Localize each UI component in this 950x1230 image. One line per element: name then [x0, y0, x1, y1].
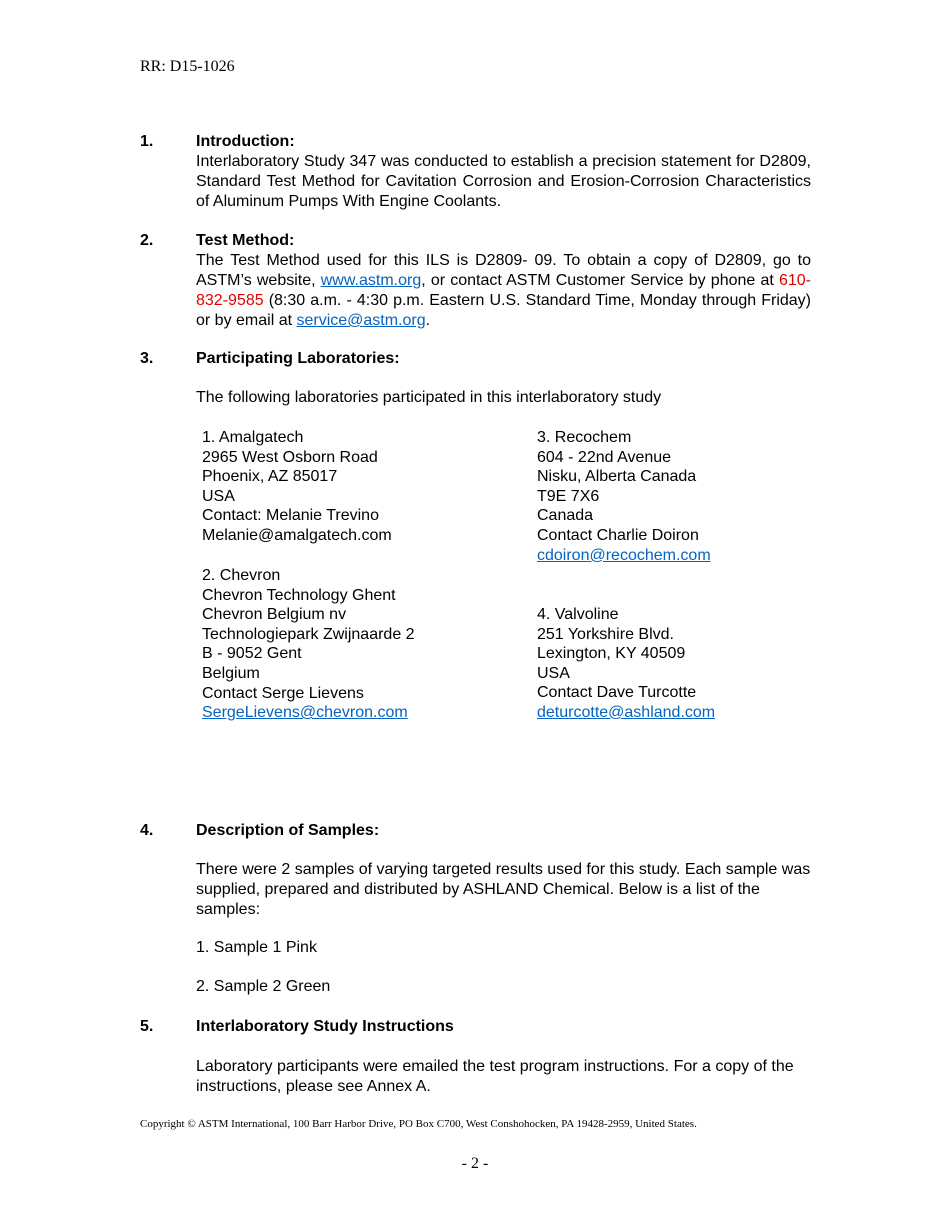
- lab-country: USA: [537, 664, 570, 682]
- section-number: 2.: [140, 232, 154, 249]
- lab-contact: Contact: Melanie Trevino: [202, 507, 379, 525]
- lab-name: 4. Valvoline: [537, 606, 619, 623]
- text-part: (8:30 a.m. - 4:30 p.m. Eastern U.S. Standard Time, Monday through Friday) or by email at: [196, 292, 811, 329]
- section-number: 4.: [140, 822, 154, 839]
- lab-name: 1. Amalgatech: [202, 429, 304, 446]
- lab-chevron: [202, 566, 415, 723]
- lab-address-line: 2965 West Osborn Road: [202, 448, 378, 466]
- page-number: - 2 -: [461, 1155, 489, 1172]
- lab-country: Canada: [537, 507, 594, 525]
- section-number: 1.: [140, 133, 154, 150]
- text-part: , or contact ASTM Customer Service by phone at: [421, 272, 779, 289]
- lab-email-link[interactable]: deturcotte@ashland.com: [537, 703, 716, 721]
- lab-valvoline: [537, 605, 715, 723]
- instructions-text: Laboratory participants were emailed the test program instructions. For a copy of the instructions, please see Annex A.: [196, 1058, 794, 1095]
- lab-country: USA: [202, 487, 235, 505]
- sample-item: 1. Sample 1 Pink: [196, 939, 317, 956]
- lab-contact: Contact Dave Turcotte: [537, 684, 697, 702]
- section-number: 5.: [140, 1018, 154, 1035]
- lab-email-link[interactable]: cdoiron@recochem.com: [537, 546, 711, 564]
- samples-text: There were 2 samples of varying targeted results used for this study. Each sample was supplied, prepared and distributed by ASHLAND Chemical. Below is a list of the samples:: [196, 861, 811, 918]
- lab-address-line: Phoenix, AZ 85017: [202, 468, 338, 486]
- section-title: Participating Laboratories:: [196, 350, 400, 367]
- lab-country: Belgium: [202, 664, 260, 682]
- labs-intro-text: The following laboratories participated in this interlaboratory study: [196, 389, 662, 406]
- section-study-instructions: [140, 1017, 811, 1037]
- lab-address-line: 604 - 22nd Avenue: [537, 448, 672, 466]
- section-text: [196, 251, 811, 331]
- section-title: Interlaboratory Study Instructions: [196, 1018, 454, 1035]
- lab-address-line: 251 Yorkshire Blvd.: [537, 625, 674, 643]
- section-number: 3.: [140, 350, 154, 367]
- section-description-of-samples: [140, 821, 811, 841]
- section-participating-laboratories: [140, 349, 811, 369]
- lab-address-line: Lexington, KY 40509: [537, 645, 686, 663]
- lab-email-link[interactable]: SergeLievens@chevron.com: [202, 704, 408, 722]
- lab-contact: Contact Serge Lievens: [202, 684, 364, 702]
- copyright-footer: Copyright © ASTM International, 100 Barr Harbor Drive, PO Box C700, West Conshohocken, PA 19428-2959, United States.: [140, 1118, 697, 1130]
- text-part: The Test Method used for this ILS is D2809- 09. To obtain a copy of D2809, go to ASTM’s website,: [196, 252, 811, 289]
- sample-item: 2. Sample 2 Green: [196, 978, 331, 995]
- lab-address-line: B - 9052 Gent: [202, 645, 302, 663]
- lab-contact: Contact Charlie Doiron: [537, 526, 699, 544]
- lab-address-line: T9E 7X6: [537, 487, 600, 505]
- lab-name: 3. Recochem: [537, 429, 632, 446]
- lab-name: 2. Chevron: [202, 567, 281, 584]
- lab-address-line: Technologiepark Zwijnaarde 2: [202, 625, 415, 643]
- text-part: .: [425, 312, 431, 329]
- document-reference: RR: D15-1026: [140, 58, 235, 75]
- phone-number: 610-832-9585: [196, 272, 812, 309]
- lab-address-line: Chevron Belgium nv: [202, 606, 347, 624]
- lab-recochem: [537, 428, 711, 565]
- lab-address-line: Chevron Technology Ghent: [202, 586, 396, 604]
- section-introduction: [140, 132, 811, 212]
- lab-address-line: Nisku, Alberta Canada: [537, 468, 697, 486]
- section-title: Description of Samples:: [196, 822, 380, 839]
- lab-email: Melanie@amalgatech.com: [202, 526, 392, 544]
- section-text: Interlaboratory Study 347 was conducted to establish a precision statement for D2809, Standard Test Method for Cavitation Corrosion and Erosion-Corrosion Characteristics of Aluminum Pumps With Engine Coolants.: [196, 153, 811, 210]
- astm-website-link[interactable]: www.astm.org: [320, 272, 422, 289]
- section-title: Test Method:: [196, 232, 295, 249]
- lab-amalgatech: [202, 428, 392, 546]
- section-title: Introduction:: [196, 133, 295, 150]
- section-test-method: [140, 231, 811, 331]
- service-email-link[interactable]: service@astm.org: [296, 312, 426, 329]
